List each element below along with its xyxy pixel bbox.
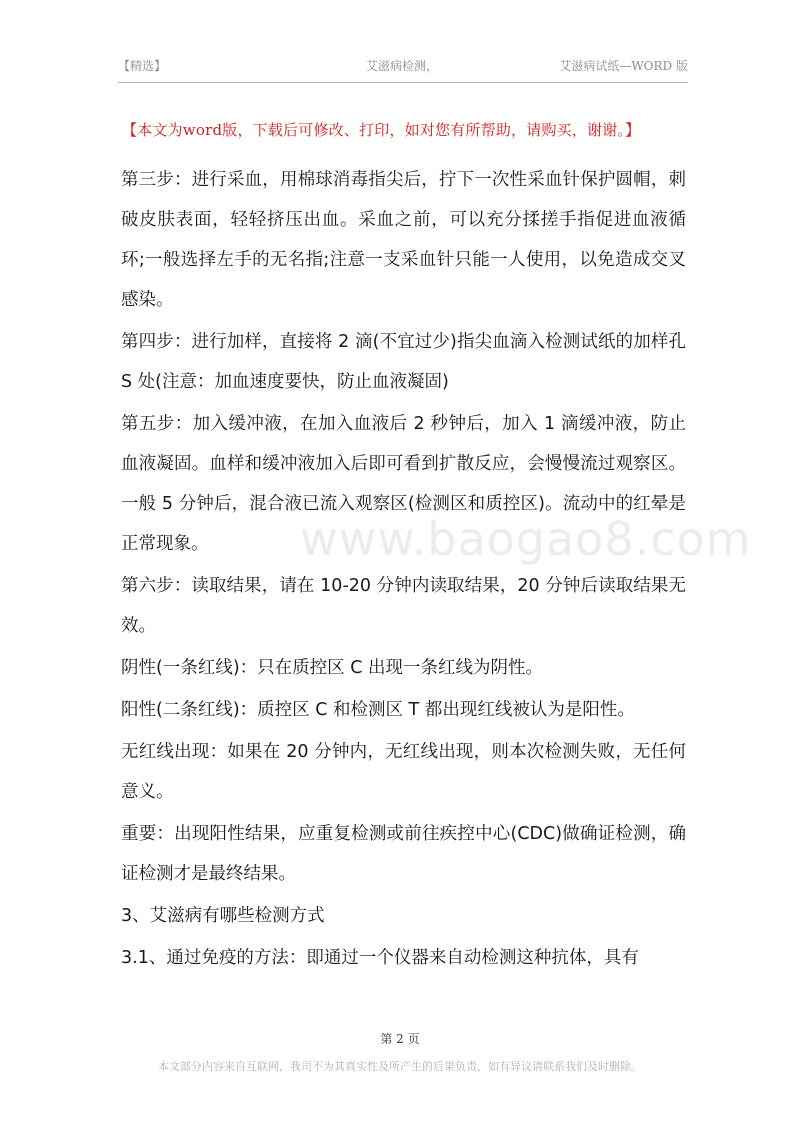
paragraph-step-4: 第四步：进行加样，直接将 2 滴(不宜过少)指尖血滴入检测试纸的加样孔 S 处(注意：加血速度要快，防止血液凝固) [121, 332, 686, 392]
paragraph-positive: 阳性(二条红线)：质控区 C 和检测区 T 都出现红线被认为是阳性。 [121, 700, 635, 720]
watermark-text: www.baogao8.com [300, 512, 752, 566]
header-left-label: 【精选】 [118, 59, 167, 73]
paragraph-3-1: 3.1、通过免疫的方法：即通过一个仪器来自动检测这种抗体，具有 [121, 948, 639, 968]
paragraph-step-6: 第六步：读取结果，请在 10-20 分钟内读取结果，20 分钟后读取结果无效。 [121, 576, 686, 636]
document-body [121, 160, 686, 980]
purchase-notice: 【本文为word版，下载后可修改、打印，如对您有所帮助，请购买，谢谢。】 [122, 121, 641, 139]
paragraph-negative: 阴性(一条红线)：只在质控区 C 出现一条红线为阴性。 [121, 658, 543, 678]
footer-disclaimer: 本文部分内容来自互联网，我司不为其真实性及所产生的后果负责，如有异议请联系我们及时删除。 [158, 1060, 642, 1073]
paragraph-important: 重要：出现阳性结果，应重复检测或前往疾控中心(CDC)做确证检测，确证检测才是最终结果。 [121, 824, 686, 884]
page-number: 第 2 页 [380, 1032, 420, 1046]
header-right-label: 艾滋病试纸—WORD 版 [559, 59, 688, 73]
page-header [118, 58, 688, 83]
paragraph-no-line: 无红线出现：如果在 20 分钟内，无红线出现，则本次检测失败，无任何意义。 [121, 742, 686, 802]
paragraph-step-5: 第五步：加入缓冲液，在加入血液后 2 秒钟后，加入 1 滴缓冲液，防止血液凝固。血样和缓冲液加入后即可看到扩散反应，会慢慢流过观察区。一般 5 分钟后，混合液已流入观察区(检测区和质控区)。流动中的红晕是正常现象。 [121, 414, 686, 554]
section-heading-3: 3、艾滋病有哪些检测方式 [121, 906, 325, 926]
header-center-label: 艾滋病检测， [366, 59, 439, 73]
paragraph-step-3: 第三步：进行采血，用棉球消毒指尖后，拧下一次性采血针保护圆帽，刺破皮肤表面，轻轻挤压出血。采血之前，可以充分揉搓手指促进血液循环;一般选择左手的无名指;注意一支采血针只能一人使用，以免造成交叉感染。 [121, 170, 686, 310]
